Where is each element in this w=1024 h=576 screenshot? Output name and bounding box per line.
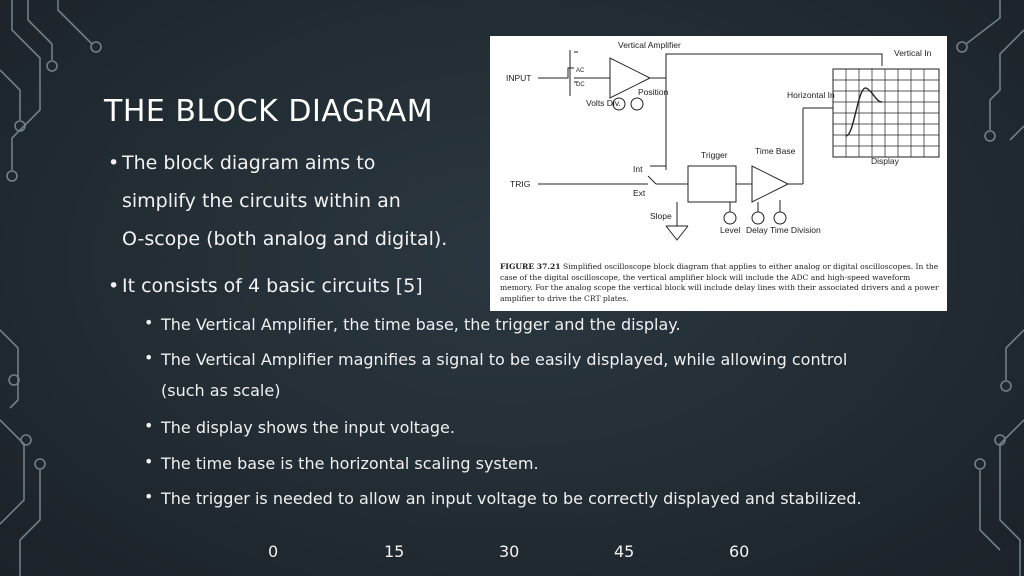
sub-bullet-vertical-amplifier-line2: [161, 381, 280, 400]
sub-bullet-line: The time base is the horizontal scaling system.: [161, 454, 539, 473]
label-trigger: Trigger: [701, 150, 728, 160]
sub-bullet-line: The Vertical Amplifier magnifies a signal to be easily displayed, while allowing control: [161, 350, 848, 369]
label-volts-div: Volts Div.: [586, 98, 621, 108]
label-ac: AC: [576, 68, 585, 74]
bullet-purpose: [108, 152, 376, 174]
sub-bullet-line: The display shows the input voltage.: [161, 418, 455, 437]
sub-bullet-display: [144, 416, 455, 437]
sub-bullet-time-base: [144, 452, 539, 473]
bullet-dot: •: [108, 152, 120, 174]
label-position: Position: [638, 87, 669, 97]
label-horizontal-in: Horizontal In: [787, 90, 835, 100]
timeline-tick: 15: [384, 542, 405, 561]
bullet-line: O-scope (both analog and digital).: [122, 228, 448, 250]
timeline-tick: 60: [729, 542, 750, 561]
label-level: Level: [720, 225, 741, 235]
sub-bullet-dot: •: [144, 452, 154, 471]
sub-bullet-dot: •: [144, 313, 154, 332]
timeline-tick: 45: [614, 542, 635, 561]
figure-caption-lead: FIGURE 37.21: [500, 262, 561, 271]
bullet-basic-circuits: [108, 275, 423, 297]
bullet-dot: •: [108, 275, 120, 297]
label-ext: Ext: [633, 188, 646, 198]
figure-caption: [500, 262, 940, 304]
timeline-tick: 30: [499, 542, 520, 561]
sub-bullet-dot: •: [144, 416, 154, 435]
bullet-line: simplify the circuits within an: [122, 190, 401, 212]
label-vertical-amplifier: Vertical Amplifier: [618, 40, 681, 50]
bullet-line: It consists of 4 basic circuits [5]: [122, 275, 423, 297]
sub-bullet-four-circuits: [144, 313, 681, 334]
oscilloscope-block-diagram: [490, 36, 947, 311]
label-trig: TRIG: [510, 179, 531, 189]
label-int: Int: [633, 164, 643, 174]
label-time-division: Time Division: [770, 225, 821, 235]
bullet-purpose-line3: [122, 228, 447, 250]
label-display: Display: [871, 156, 899, 166]
sub-bullet-dot: •: [144, 487, 154, 506]
bullet-purpose-line2: [122, 190, 401, 212]
slide-title: THE BLOCK DIAGRAM: [104, 94, 434, 129]
bullet-line: The block diagram aims to: [122, 152, 376, 174]
label-slope: Slope: [650, 211, 672, 221]
sub-bullet-trigger: [144, 487, 862, 508]
sub-bullet-dot: •: [144, 348, 154, 367]
label-delay: Delay: [746, 225, 768, 235]
sub-bullet-line: The trigger is needed to allow an input voltage to be correctly displayed and stabilized.: [161, 489, 862, 508]
label-time-base: Time Base: [755, 146, 796, 156]
sub-bullet-vertical-amplifier: [144, 348, 848, 369]
label-dc: DC: [576, 82, 585, 88]
figure-caption-text: Simplified oscilloscope block diagram that applies to either analog or digital oscilloscopes. In the case of the digital oscilloscope, the vertical amplifier block will include the ADC and high-speed waveform memory. For the analog scope the vertical block will include delay lines with their associated drivers and a power amplifier to drive the CRT plates.: [500, 262, 939, 303]
sub-bullet-line: The Vertical Amplifier, the time base, the trigger and the display.: [161, 315, 681, 334]
timeline-tick: 0: [268, 542, 279, 561]
label-input: INPUT: [506, 73, 532, 83]
sub-bullet-line: (such as scale): [161, 381, 281, 400]
label-vertical-in: Vertical In: [894, 48, 932, 58]
